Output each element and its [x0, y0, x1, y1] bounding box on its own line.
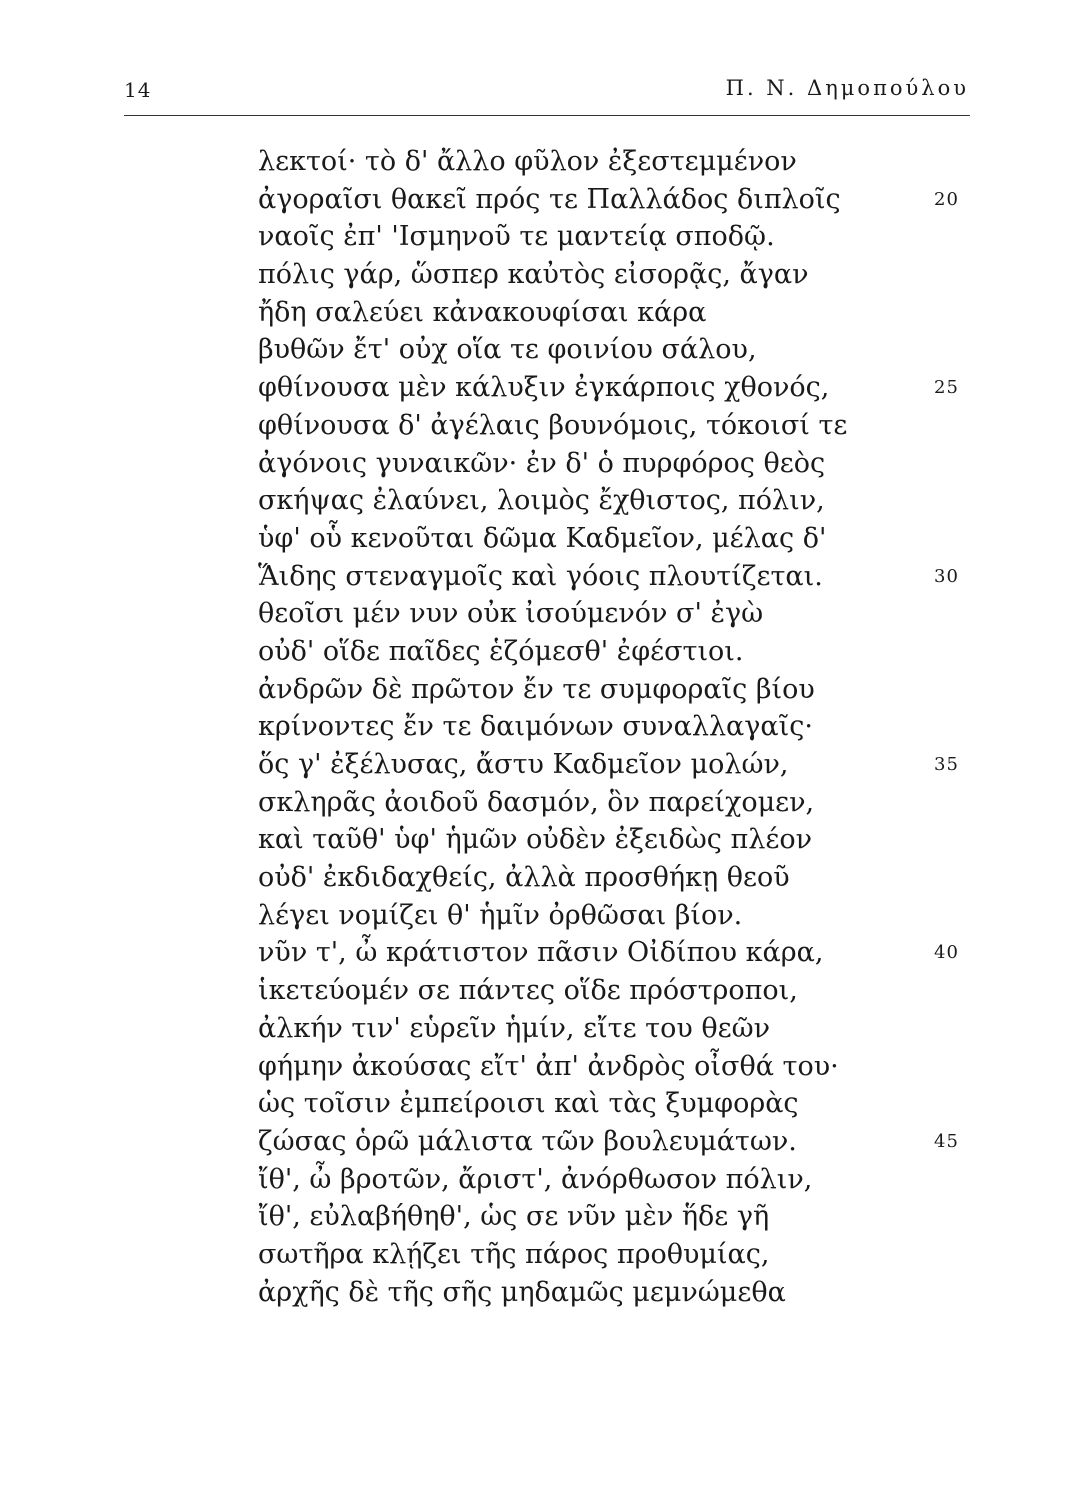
verse-line — [258, 1236, 978, 1274]
verse-text: ἀρχῆς δὲ τῆς σῆς μηδαμῶς μεμνώμεθα — [258, 1276, 786, 1308]
verse-text: ζώσας ὁρῶ μάλιστα τῶν βουλευμάτων. — [258, 1125, 797, 1157]
verse-line — [258, 1161, 978, 1199]
verse-text: φθίνουσα μὲν κάλυξιν ἐγκάρποις χθονός, — [258, 372, 830, 404]
verse-line — [258, 520, 978, 558]
verse-text: σκληρᾶς ἀοιδοῦ δασμόν, ὃν παρείχομεν, — [258, 786, 815, 818]
verse-line — [258, 671, 978, 709]
verse-line — [258, 558, 978, 596]
verse-line — [258, 1198, 978, 1236]
verse-text: βυθῶν ἔτ' οὐχ οἵα τε φοινίου σάλου, — [258, 334, 757, 366]
verse-text: ὑφ' οὗ κενοῦται δῶμα Καδμεῖον, μέλας δ' — [258, 522, 827, 554]
page-number: 14 — [124, 78, 152, 102]
verse-text: φθίνουσα δ' ἀγέλαις βουνόμοις, τόκοισί τε — [258, 409, 848, 441]
verse-text: ἱκετεύομέν σε πάντες οἵδε πρόστροποι, — [258, 975, 798, 1007]
verse-text: σωτῆρα κλῄζει τῆς πάρος προθυμίας, — [258, 1238, 770, 1270]
verse-line — [258, 1010, 978, 1048]
verse-line — [258, 143, 978, 181]
verse-line — [258, 746, 978, 784]
verse-line — [258, 897, 978, 935]
line-number: 30 — [934, 565, 959, 587]
verse-line — [258, 1048, 978, 1086]
verse-line — [258, 1123, 978, 1161]
verse-text: οὐδ' οἵδε παῖδες ἑζόμεσθ' ἐφέστιοι. — [258, 635, 744, 667]
verse-text: ἴθ', ὦ βροτῶν, ἄριστ', ἀνόρθωσον πόλιν, — [258, 1163, 813, 1195]
verse-line — [258, 218, 978, 256]
verse-text: ἀλκήν τιν' εὑρεῖν ἡμίν, εἴτε του θεῶν — [258, 1012, 771, 1044]
verse-line — [258, 934, 978, 972]
verse-text: νῦν τ', ὦ κράτιστον πᾶσιν Οἰδίπου κάρα, — [258, 937, 824, 969]
verse-text: ἤδη σαλεύει κἀνακουφίσαι κάρα — [258, 296, 707, 328]
verse-line — [258, 633, 978, 671]
verse-line — [258, 1274, 978, 1312]
verse-text: οὐδ' ἐκδιδαχθείς, ἀλλὰ προσθήκῃ θεοῦ — [258, 862, 790, 894]
verse-line — [258, 256, 978, 294]
verse-text: ἀνδρῶν δὲ πρῶτον ἔν τε συμφοραῖς βίου — [258, 673, 815, 705]
verse-text: Ἅιδης στεναγμοῖς καὶ γόοις πλουτίζεται. — [258, 560, 823, 592]
verse-text: καὶ ταῦθ' ὑφ' ἡμῶν οὐδὲν ἐξειδὼς πλέον — [258, 824, 813, 856]
verse-line — [258, 407, 978, 445]
line-number: 40 — [934, 942, 959, 964]
verse-text: λεκτοί· τὸ δ' ἄλλο φῦλον ἐξεστεμμένον — [258, 146, 797, 177]
verse-line — [258, 595, 978, 633]
line-number: 25 — [934, 377, 959, 399]
verse-line — [258, 784, 978, 822]
verse-line — [258, 331, 978, 369]
verse-text: ἀγόνοις γυναικῶν· ἐν δ' ὁ πυρφόρος θεὸς — [258, 447, 826, 479]
verse-text: φήμην ἀκούσας εἴτ' ἀπ' ἀνδρὸς οἶσθά του· — [258, 1050, 839, 1082]
running-head: Π. Ν. Δημοπούλου — [725, 76, 969, 100]
verse-text: ὡς τοῖσιν ἐμπείροισι καὶ τὰς ξυμφορὰς — [258, 1088, 799, 1120]
verse-text: θεοῖσι μέν νυν οὐκ ἰσούμενόν σ' ἐγὼ — [258, 598, 764, 630]
verse-text: λέγει νομίζει θ' ἡμῖν ὀρθῶσαι βίον. — [258, 899, 743, 931]
header-rule — [124, 115, 970, 116]
verse-line — [258, 482, 978, 520]
verse-text: σκήψας ἐλαύνει, λοιμὸς ἔχθιστος, πόλιν, — [258, 485, 825, 517]
verse-line — [258, 821, 978, 859]
verse-text: κρίνοντες ἔν τε δαιμόνων συναλλαγαῖς· — [258, 711, 813, 743]
verse-block — [258, 143, 978, 1311]
verse-line — [258, 181, 978, 219]
line-number: 45 — [934, 1130, 959, 1152]
line-number: 20 — [934, 188, 959, 210]
verse-line — [258, 445, 978, 483]
line-number: 35 — [934, 754, 959, 775]
verse-line — [258, 369, 978, 407]
verse-text: ἀγοραῖσι θακεῖ πρός τε Παλλάδος διπλοῖς — [258, 183, 841, 215]
verse-text: ὅς γ' ἐξέλυσας, ἄστυ Καδμεῖον μολών, — [258, 749, 789, 780]
verse-line — [258, 294, 978, 332]
verse-text: πόλις γάρ, ὥσπερ καὐτὸς εἰσορᾷς, ἄγαν — [258, 259, 809, 291]
verse-text: ναοῖς ἐπ' 'Ισμηνοῦ τε μαντείᾳ σποδῷ. — [258, 221, 775, 253]
verse-line — [258, 972, 978, 1010]
verse-line — [258, 708, 978, 746]
verse-text: ἴθ', εὐλαβήθηθ', ὡς σε νῦν μὲν ἥδε γῆ — [258, 1201, 770, 1233]
verse-line — [258, 859, 978, 897]
verse-line — [258, 1085, 978, 1123]
